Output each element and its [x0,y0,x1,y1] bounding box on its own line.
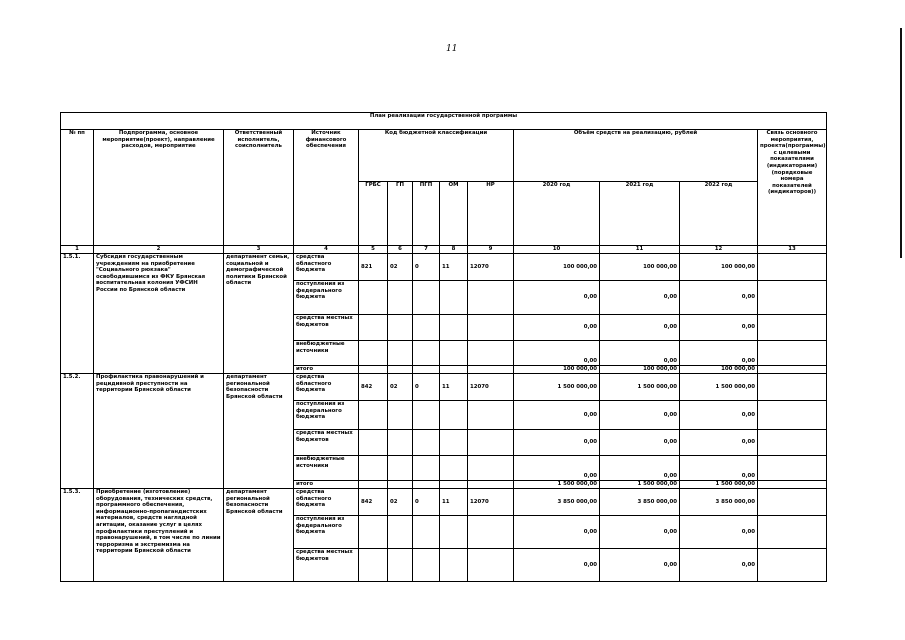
value-2021: 0,00 [600,456,680,481]
header-gp: ГП [388,182,413,246]
col-number: 7 [413,246,440,254]
value-2022: 3 850 000,00 [680,489,758,516]
row-source: поступления из федерального бюджета [294,281,359,315]
header-2021: 2021 год [600,182,680,246]
row-source: итого [294,366,359,374]
value-2020: 0,00 [514,430,600,456]
value-2020: 0,00 [514,549,600,582]
value-2021: 100 000,00 [600,366,680,374]
value-2020: 0,00 [514,516,600,549]
col-number: 3 [224,246,294,254]
row-name: Профилактика правонарушений и рецидивной преступности на территории Брянской области [94,374,224,489]
row-nr: 12070 [468,374,514,401]
row-link [758,254,827,281]
col-number: 12 [680,246,758,254]
row-om: 11 [440,374,468,401]
col-number: 11 [600,246,680,254]
row-source: внебюджетные источники [294,456,359,481]
col-number: 2 [94,246,224,254]
value-2022: 0,00 [680,430,758,456]
header-funds: Объём средств на реализацию, рублей [514,130,758,182]
row-grbs: 842 [359,374,388,401]
row-source: средства областного бюджета [294,374,359,401]
row-nr: 12070 [468,489,514,516]
col-number: 1 [61,246,94,254]
row-num: 1.5.2. [61,374,94,489]
row-source: средства местных бюджетов [294,549,359,582]
row-source: средства областного бюджета [294,254,359,281]
table-caption: План реализации государственной программы [61,113,827,130]
value-2021: 100 000,00 [600,254,680,281]
value-2021: 0,00 [600,315,680,341]
row-num: 1.5.1. [61,254,94,374]
value-2020: 0,00 [514,315,600,341]
header-om: ОМ [440,182,468,246]
row-nr: 12070 [468,254,514,281]
row-num: 1.5.3. [61,489,94,582]
value-2022: 0,00 [680,281,758,315]
header-responsible: Ответственный исполнитель, соисполнитель [224,130,294,246]
row-source: поступления из федерального бюджета [294,401,359,430]
value-2021: 0,00 [600,516,680,549]
row-source: средства областного бюджета [294,489,359,516]
value-2021: 0,00 [600,341,680,366]
row-om: 11 [440,489,468,516]
row-gp: 02 [388,374,413,401]
header-source: Источник финансового обеспечения [294,130,359,246]
row-link [758,374,827,401]
header-link: Связь основного мероприятия, проекта(программы) с целевыми показателями (индикаторами) (порядковые номера показателей (индикаторов)) [758,130,827,246]
value-2020: 1 500 000,00 [514,481,600,489]
header-2020: 2020 год [514,182,600,246]
header-budget-code: Код бюджетной классификации [359,130,514,182]
value-2020: 3 850 000,00 [514,489,600,516]
row-grbs: 821 [359,254,388,281]
implementation-plan-table [60,112,827,582]
value-2022: 1 500 000,00 [680,374,758,401]
col-number: 5 [359,246,388,254]
value-2022: 1 500 000,00 [680,481,758,489]
header-nr: НР [468,182,514,246]
value-2022: 100 000,00 [680,254,758,281]
row-responsible: департамент региональной безопасности Брянской области [224,489,294,582]
value-2022: 0,00 [680,315,758,341]
header-pgp: ПГП [413,182,440,246]
header-2022: 2022 год [680,182,758,246]
value-2020: 0,00 [514,341,600,366]
value-2020: 100 000,00 [514,366,600,374]
value-2020: 0,00 [514,401,600,430]
table-row [61,254,827,281]
row-link [758,489,827,516]
value-2022: 0,00 [680,401,758,430]
row-pgp: 0 [413,374,440,401]
value-2021: 0,00 [600,401,680,430]
header-grbs: ГРБС [359,182,388,246]
value-2020: 0,00 [514,456,600,481]
value-2020: 1 500 000,00 [514,374,600,401]
table-row [61,374,827,401]
row-name: Приобретение (изготовление) оборудования, технических средств, программного обеспечения, информационно-пропагандистских материалов, средств наглядной агитации, оказание услуг в целях профилактики преступлений и правонарушений, в том числе по линии терроризма и экстремизма на территории Брянской области [94,489,224,582]
row-source: итого [294,481,359,489]
row-pgp: 0 [413,254,440,281]
row-source: внебюджетные источники [294,341,359,366]
value-2020: 0,00 [514,281,600,315]
row-source: средства местных бюджетов [294,315,359,341]
page-number: 11 [446,44,458,54]
table-row [61,489,827,516]
value-2021: 1 500 000,00 [600,481,680,489]
value-2022: 0,00 [680,341,758,366]
row-source: поступления из федерального бюджета [294,516,359,549]
col-number: 8 [440,246,468,254]
value-2022: 0,00 [680,549,758,582]
col-number: 10 [514,246,600,254]
value-2021: 3 850 000,00 [600,489,680,516]
value-2020: 100 000,00 [514,254,600,281]
row-pgp: 0 [413,489,440,516]
row-grbs: 842 [359,489,388,516]
value-2022: 0,00 [680,516,758,549]
row-gp: 02 [388,489,413,516]
row-om: 11 [440,254,468,281]
value-2021: 0,00 [600,430,680,456]
value-2022: 0,00 [680,456,758,481]
header-num: № пп [61,130,94,246]
col-number: 6 [388,246,413,254]
value-2022: 100 000,00 [680,366,758,374]
value-2021: 1 500 000,00 [600,374,680,401]
row-name: Субсидия государственным учреждениям на приобретение "Социального рюкзака" освободившимся из ФКУ Брянская воспитательная колония УФСИН России по Брянской области [94,254,224,374]
col-number: 4 [294,246,359,254]
col-number: 9 [468,246,514,254]
row-gp: 02 [388,254,413,281]
row-responsible: департамент семьи, социальной и демографической политики Брянской области [224,254,294,374]
value-2021: 0,00 [600,549,680,582]
header-name: Подпрограмма, основное мероприятие(проект), направление расходов, мероприятие [94,130,224,246]
row-responsible: департамент региональной безопасности Брянской области [224,374,294,489]
col-number: 13 [758,246,827,254]
value-2021: 0,00 [600,281,680,315]
scan-edge-line [900,28,902,258]
row-source: средства местных бюджетов [294,430,359,456]
